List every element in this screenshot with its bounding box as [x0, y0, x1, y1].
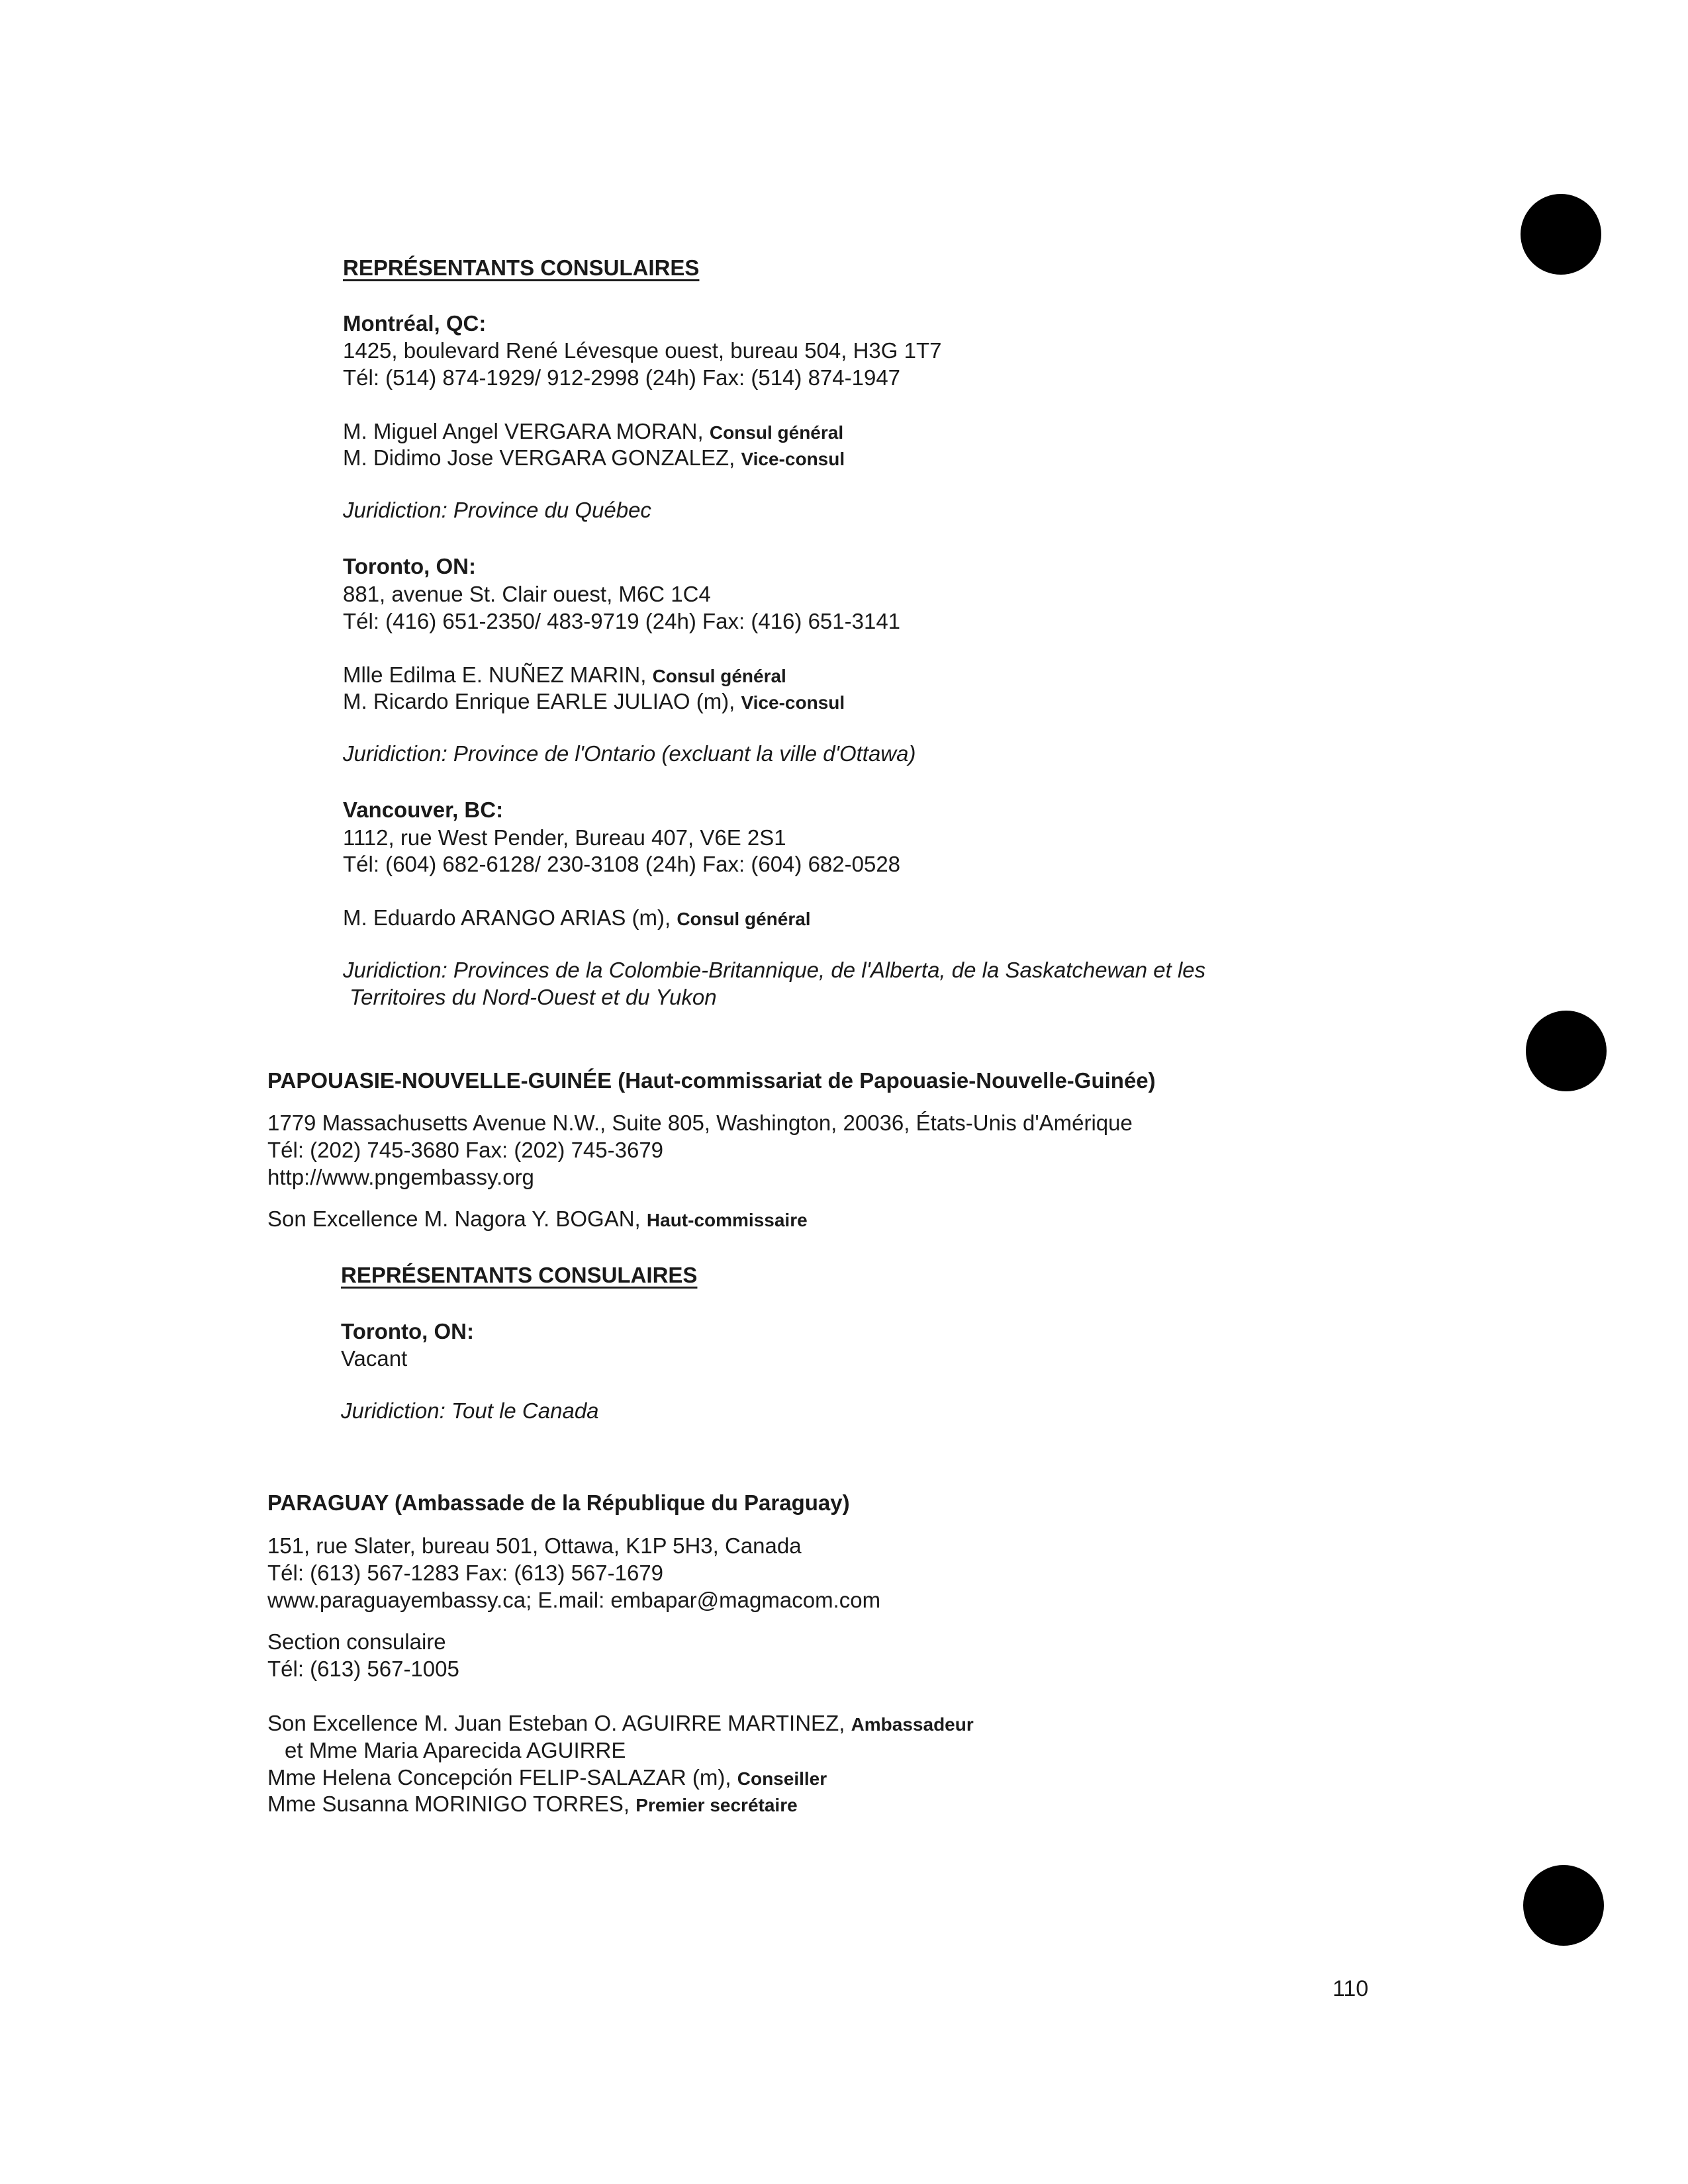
person-name: M. Didimo Jose VERGARA GONZALEZ,: [343, 445, 741, 470]
montreal-phone: Tél: (514) 874-1929/ 912-2998 (24h) Fax: (514) 874-1947: [343, 365, 901, 390]
png-toronto-city: Toronto, ON:: [341, 1319, 474, 1343]
person-name: Mme Susanna MORINIGO TORRES,: [267, 1792, 636, 1816]
png-head-of-mission: [267, 1206, 808, 1234]
vancouver-person-1: [343, 905, 811, 933]
person-role: Vice-consul: [741, 449, 845, 469]
montreal-city: Montréal, QC:: [343, 311, 487, 336]
person-name: Mme Helena Concepción FELIP-SALAZAR (m),: [267, 1765, 737, 1790]
page-number: 110: [1333, 1976, 1369, 2001]
png-website: http://www.pngembassy.org: [267, 1165, 534, 1189]
vancouver-jurisdiction-2: Territoires du Nord-Ouest et du Yukon: [350, 985, 717, 1009]
paraguay-person-1-spouse: et Mme Maria Aparecida AGUIRRE: [285, 1738, 626, 1762]
toronto-city: Toronto, ON:: [343, 554, 476, 578]
binder-hole-middle: [1526, 1011, 1607, 1091]
person-name: M. Ricardo Enrique EARLE JULIAO (m),: [343, 689, 741, 713]
paraguay-consular-phone: Tél: (613) 567-1005: [267, 1657, 459, 1681]
paraguay-title: PARAGUAY (Ambassade de la République du Paraguay): [267, 1490, 850, 1515]
vancouver-address: 1112, rue West Pender, Bureau 407, V6E 2S1: [343, 825, 786, 850]
person-role: Premier secrétaire: [635, 1795, 798, 1815]
montreal-jurisdiction: Juridiction: Province du Québec: [343, 498, 651, 522]
person-name: M. Eduardo ARANGO ARIAS (m),: [343, 905, 677, 930]
person-name: Mlle Edilma E. NUÑEZ MARIN,: [343, 662, 653, 687]
toronto-phone: Tél: (416) 651-2350/ 483-9719 (24h) Fax: (416) 651-3141: [343, 609, 901, 633]
person-role: Vice-consul: [741, 692, 845, 713]
paraguay-web-email: www.paraguayembassy.ca; E.mail: embapar@magmacom.com: [267, 1588, 881, 1612]
person-role: Conseiller: [737, 1768, 827, 1789]
montreal-person-1: [343, 418, 843, 446]
paraguay-consular-section: Section consulaire: [267, 1629, 446, 1654]
png-jurisdiction: Juridiction: Tout le Canada: [341, 1398, 599, 1423]
paraguay-person-3: [267, 1791, 798, 1819]
png-address: 1779 Massachusetts Avenue N.W., Suite 805, Washington, 20036, États-Unis d'Amérique: [267, 1111, 1133, 1135]
person-role: Consul général: [709, 422, 844, 443]
binder-hole-bottom: [1523, 1865, 1604, 1946]
person-role: Ambassadeur: [851, 1714, 974, 1735]
person-name: M. Miguel Angel VERGARA MORAN,: [343, 419, 710, 443]
paraguay-person-1: [267, 1710, 974, 1738]
consular-heading: REPRÉSENTANTS CONSULAIRES: [343, 255, 700, 280]
paraguay-person-2: [267, 1764, 827, 1792]
person-name: Son Excellence M. Juan Esteban O. AGUIRRE MARTINEZ,: [267, 1711, 851, 1735]
png-title: PAPOUASIE-NOUVELLE-GUINÉE (Haut-commissariat de Papouasie-Nouvelle-Guinée): [267, 1068, 1156, 1093]
png-phone: Tél: (202) 745-3680 Fax: (202) 745-3679: [267, 1138, 664, 1162]
binder-hole-top: [1521, 194, 1601, 275]
vancouver-phone: Tél: (604) 682-6128/ 230-3108 (24h) Fax: (604) 682-0528: [343, 852, 901, 876]
png-toronto-status: Vacant: [341, 1346, 408, 1371]
montreal-person-2: [343, 445, 845, 473]
png-consular-heading: REPRÉSENTANTS CONSULAIRES: [341, 1263, 698, 1287]
toronto-person-2: [343, 688, 845, 716]
paraguay-phone: Tél: (613) 567-1283 Fax: (613) 567-1679: [267, 1561, 664, 1585]
person-name: Son Excellence M. Nagora Y. BOGAN,: [267, 1206, 647, 1231]
person-role: Haut-commissaire: [646, 1210, 808, 1230]
person-role: Consul général: [652, 666, 786, 686]
paraguay-address: 151, rue Slater, bureau 501, Ottawa, K1P 5H3, Canada: [267, 1533, 802, 1558]
toronto-person-1: [343, 662, 786, 690]
toronto-jurisdiction: Juridiction: Province de l'Ontario (excluant la ville d'Ottawa): [343, 741, 916, 766]
vancouver-jurisdiction-1: Juridiction: Provinces de la Colombie-Britannique, de l'Alberta, de la Saskatchewan et les: [343, 958, 1206, 982]
toronto-address: 881, avenue St. Clair ouest, M6C 1C4: [343, 582, 711, 606]
vancouver-city: Vancouver, BC:: [343, 797, 504, 822]
montreal-address: 1425, boulevard René Lévesque ouest, bureau 504, H3G 1T7: [343, 338, 942, 363]
person-role: Consul général: [677, 909, 811, 929]
